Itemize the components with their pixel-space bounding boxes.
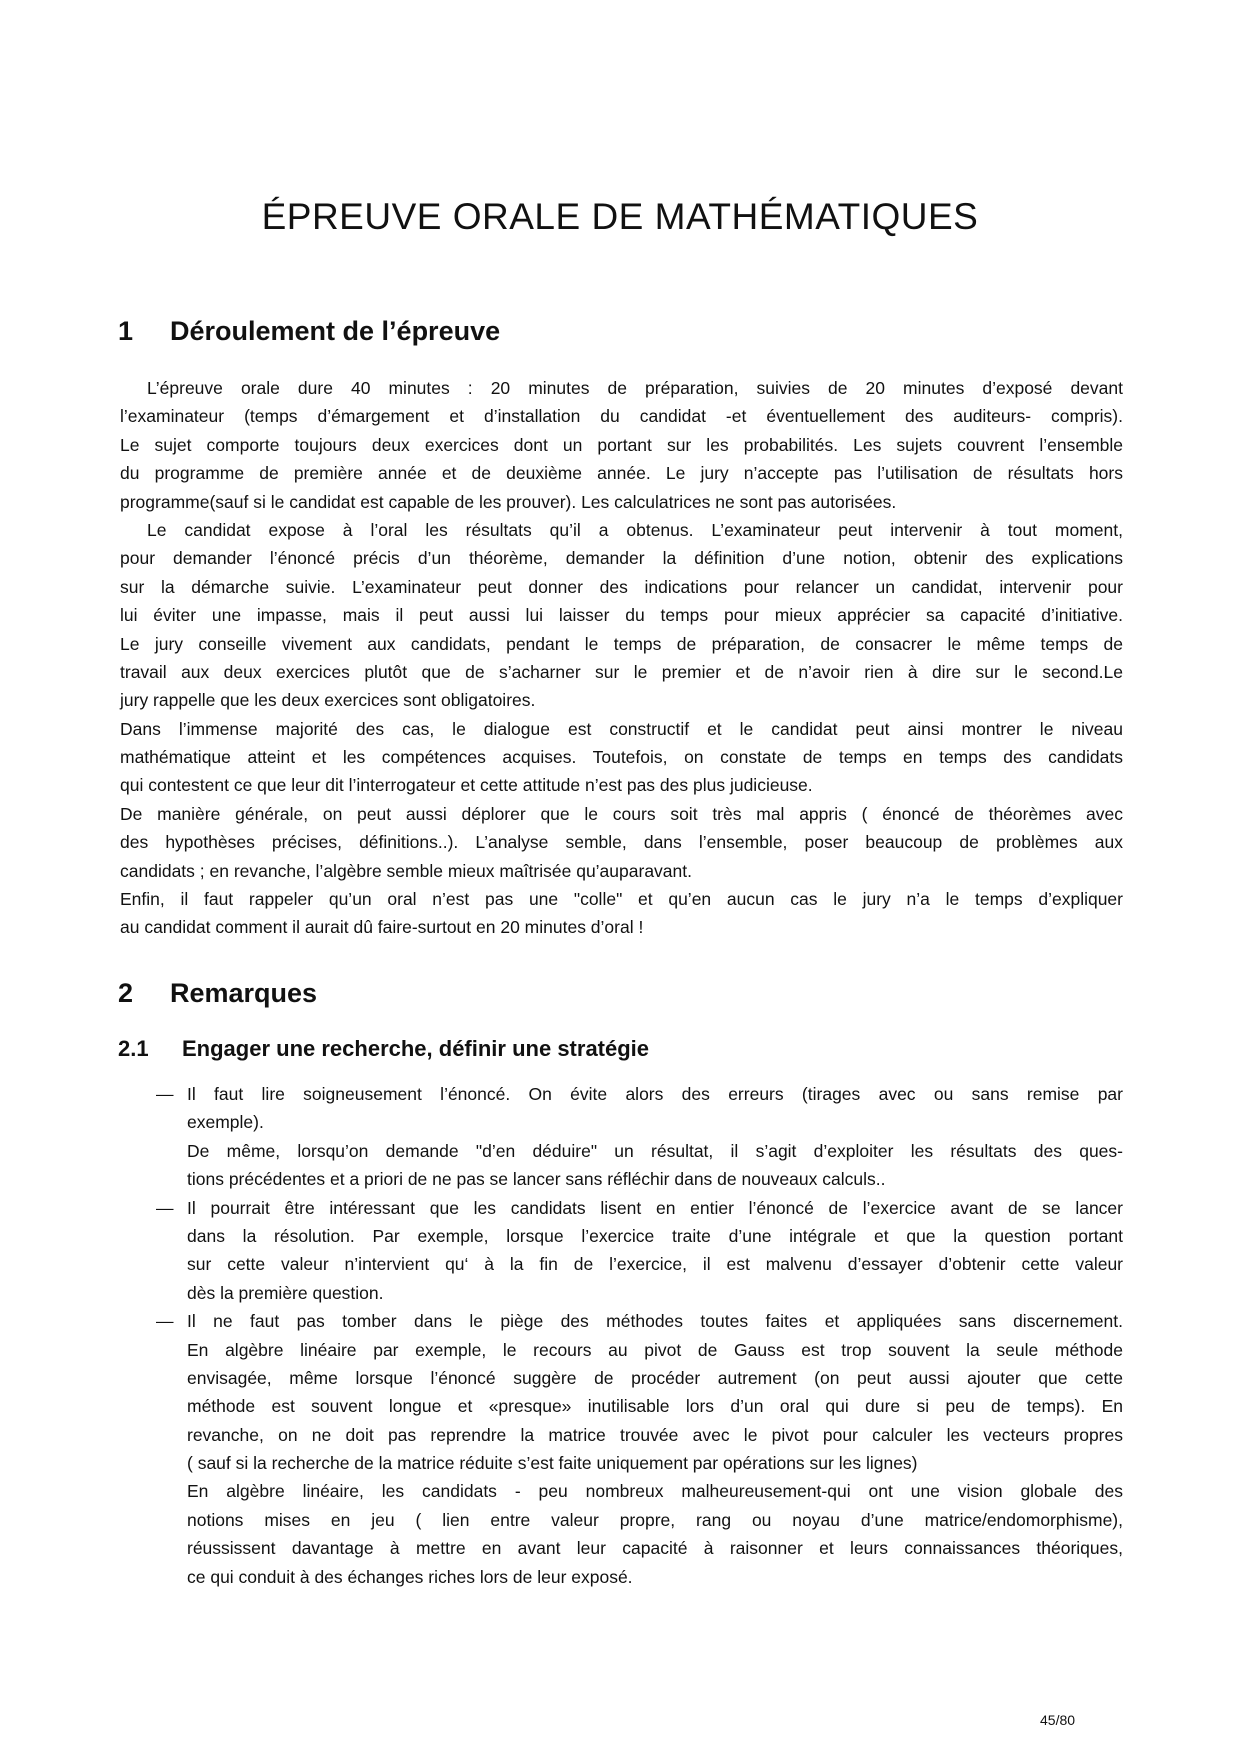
text-line: sur la démarche suivie. L’examinateur peut donner des indications pour relancer un candidat, intervenir pour: [120, 576, 1123, 597]
text-line: notions mises en jeu ( lien entre valeur propre, rang ou noyau d’une matrice/endomorphisme),: [187, 1509, 1123, 1530]
text-line: Le candidat expose à l’oral les résultats qu’il a obtenus. L’examinateur peut intervenir à tout moment,: [147, 519, 1123, 540]
section-1-body: [120, 374, 1123, 942]
text-line: Le sujet comporte toujours deux exercices dont un portant sur les probabilités. Les sujets couvrent l’ensemble: [120, 434, 1123, 455]
bullet-dash-icon: —: [156, 1197, 174, 1218]
list-item: [120, 1194, 1123, 1308]
text-line: réussissent davantage à mettre en avant leur capacité à raisonner et leurs connaissances théoriques,: [187, 1538, 1123, 1559]
section-1-heading: [118, 316, 500, 347]
paragraph: [120, 800, 1123, 885]
paragraph: [120, 516, 1123, 715]
text-line: Dans l’immense majorité des cas, le dialogue est constructif et le candidat peut ainsi montrer le niveau: [120, 718, 1123, 739]
section-title: Déroulement de l’épreuve: [170, 316, 501, 346]
text-line: lui éviter une impasse, mais il peut aussi lui laisser du temps pour mieux apprécier sa capacité d’initiative.: [120, 605, 1123, 626]
text-line: du programme de première année et de deuxième année. Le jury n’accepte pas l’utilisation de résultats hors: [120, 463, 1123, 484]
text-line: Il ne faut pas tomber dans le piège des méthodes toutes faites et appliquées sans discernement.: [187, 1311, 1123, 1332]
paragraph: [120, 715, 1123, 800]
page-number: 45/80: [1040, 1712, 1076, 1728]
text-line: L’épreuve orale dure 40 minutes : 20 minutes de préparation, suivies de 20 minutes d’exposé devant: [147, 378, 1123, 398]
text-line: ce qui conduit à des échanges riches lors de leur exposé.: [187, 1566, 633, 1587]
text-line: envisagée, même lorsque l’énoncé suggère de procéder autrement (on peut aussi ajouter que cette: [187, 1367, 1123, 1388]
text-line: des hypothèses précises, définitions..). L’analyse semble, dans l’ensemble, poser beaucoup de problèmes aux: [120, 832, 1123, 853]
text-line: programme(sauf si le candidat est capable de les prouver). Les calculatrices ne sont pas autorisées.: [120, 491, 897, 512]
paragraph: [120, 374, 1123, 516]
text-line: De même, lorsqu’on demande "d’en déduire" un résultat, il s’agit d’exploiter les résultats des ques-: [187, 1140, 1123, 1161]
text-line: tions précédentes et a priori de ne pas se lancer sans réfléchir dans de nouveaux calculs..: [187, 1169, 886, 1190]
bullet-dash-icon: —: [156, 1311, 174, 1332]
text-line: dans la résolution. Par exemple, lorsque l’exercice traite d’une intégrale et que la question portant: [187, 1225, 1123, 1246]
subsection-title: Engager une recherche, définir une stratégie: [182, 1036, 650, 1061]
text-line: Enfin, il faut rappeler qu’un oral n’est pas une "colle" et qu’en aucun cas le jury n’a le temps d’expliquer: [120, 889, 1123, 910]
text-line: méthode est souvent longue et «presque» inutilisable lors d’un oral qui dure si peu de temps). En: [187, 1396, 1123, 1417]
list-item: [120, 1080, 1123, 1194]
section-2-heading: [118, 978, 317, 1009]
text-line: pour demander l’énoncé précis d’un théorème, demander la définition d’une notion, obtenir des explications: [120, 548, 1123, 569]
document-title: ÉPREUVE ORALE DE MATHÉMATIQUES: [261, 196, 979, 237]
text-line: candidats ; en revanche, l’algèbre semble mieux maîtrisée qu’auparavant.: [120, 860, 692, 881]
text-line: exemple).: [187, 1112, 264, 1133]
list-item: [120, 1307, 1123, 1591]
text-line: Le jury conseille vivement aux candidats, pendant le temps de préparation, de consacrer le même temps de: [120, 633, 1123, 654]
text-line: Il faut lire soigneusement l’énoncé. On évite alors des erreurs (tirages avec ou sans remise par: [187, 1084, 1123, 1104]
text-line: De manière générale, on peut aussi déplorer que le cours soit très mal appris ( énoncé de théorèmes avec: [120, 803, 1123, 824]
remarks-list: [120, 1080, 1123, 1591]
text-line: dès la première question.: [187, 1282, 384, 1303]
text-line: l’examinateur (temps d’émargement et d’installation du candidat -et éventuellement des auditeurs- compris).: [120, 406, 1123, 427]
text-line: En algèbre linéaire, les candidats - peu nombreux malheureusement-qui ont une vision globale des: [187, 1481, 1123, 1502]
text-line: au candidat comment il aurait dû faire-surtout en 20 minutes d’oral !: [120, 917, 644, 938]
text-line: jury rappelle que les deux exercices sont obligatoires.: [120, 690, 536, 711]
text-line: travail aux deux exercices plutôt que de s’acharner sur le premier et de n’avoir rien à dire sur le second.Le: [120, 661, 1123, 682]
text-line: En algèbre linéaire par exemple, le recours au pivot de Gauss est trop souvent la seule méthode: [187, 1339, 1123, 1360]
text-line: ( sauf si la recherche de la matrice réduite s’est faite uniquement par opérations sur les lignes): [187, 1453, 918, 1474]
bullet-dash-icon: —: [156, 1084, 174, 1104]
text-line: mathématique atteint et les compétences acquises. Toutefois, on constate de temps en temps des candidats: [120, 747, 1123, 768]
paragraph: [120, 885, 1123, 942]
text-line: sur cette valeur n’intervient qu‘ à la fin de l’exercice, il est malvenu d’essayer d’obtenir cette valeur: [187, 1254, 1123, 1275]
section-number: 1: [118, 316, 134, 346]
section-number: 2: [118, 978, 134, 1008]
subsection-2-1-heading: [118, 1036, 649, 1062]
text-line: revanche, on ne doit pas reprendre la matrice trouvée avec le pivot pour calculer les vecteurs propres: [187, 1424, 1123, 1445]
text-line: qui contestent ce que leur dit l’interrogateur et cette attitude n’est pas des plus judicieuse.: [120, 775, 813, 796]
section-title: Remarques: [170, 978, 318, 1008]
text-line: Il pourrait être intéressant que les candidats lisent en entier l’énoncé de l’exercice avant de se lancer: [187, 1197, 1123, 1218]
subsection-number: 2.1: [118, 1036, 149, 1061]
